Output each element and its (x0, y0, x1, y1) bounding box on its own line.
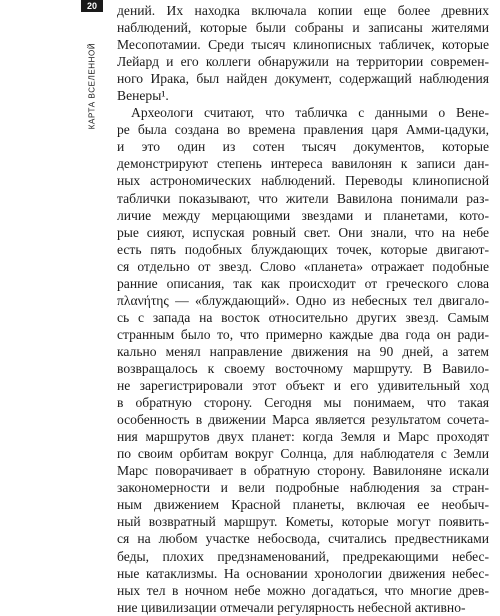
text-line: рые сияют, испуская ровный свет. Они знали, что на небе (117, 224, 489, 240)
text-line: дений. Их находка включала копии еще более древних (117, 3, 489, 18)
text-line: демонстрируют степень интереса вавилонян к записи дан- (117, 156, 489, 172)
text-line: и это один из сотен тысяч документов, которые (117, 139, 489, 155)
text-line: ния маршрутов двух планет: когда Земля и Марс проходят (117, 429, 489, 445)
text-line: ре была создана во времена правления царя Амми-цадуки, (117, 122, 489, 138)
paragraph (117, 104, 489, 615)
text-line: кально менял направление движения на 90 дней, а затем (117, 343, 489, 359)
text-line: закономерности и вели подробные наблюдения за стран- (117, 480, 489, 496)
text-line: ся отдельно от звезд. Слово «планета» отражает подобные (117, 258, 489, 274)
text-line: ных астрономических наблюдений. Переводы клинописной (117, 173, 489, 189)
text-line: по своим орбитам вокруг Солнца, для наблюдателя с Земли (117, 446, 489, 462)
text-line: особенность в движении Марса является результатом сочета- (117, 412, 489, 428)
text-line: наблюдений, которые были собраны и записаны жителями (117, 20, 489, 36)
text-line: сь с запада на восток относительно других звезд. Самым (117, 309, 489, 325)
text-line: ного Ирака, был найден документ, содержащий наблюдения (117, 71, 489, 87)
text-line: Венеры¹. (117, 88, 169, 104)
text-line: ный возвратный маршрут. Кометы, которые могут появить- (117, 514, 489, 530)
page-number: 20 (81, 0, 103, 12)
text-line: странным было то, что примерно каждые два года он ради- (117, 326, 489, 342)
text-line: есть пять подобных блуждающих точек, которые двигают- (117, 241, 489, 257)
text-line: ным движением Красной планеты, включая ее необыч- (117, 497, 489, 513)
running-title: КАРТА ВСЕЛЕННОЙ (87, 42, 97, 130)
text-line: возвращалось к своему восточному маршруту. В Вавило- (117, 360, 489, 376)
text-line: πλανήτης — «блуждающий». Одно из небесных тел двигало- (117, 292, 489, 308)
text-line: в обратную сторону. Сегодня мы понимаем, что такая (117, 395, 489, 411)
text-line: беды, плохих предзнаменований, предрекающими небес- (117, 548, 489, 564)
text-line: таблички показывают, что жители Вавилона понимали раз- (117, 190, 489, 206)
text-line: ных тел в ночном небе можно догадаться, что многие древ- (117, 582, 489, 598)
text-line: ся на любом участке небосвода, считались предвестниками (117, 531, 489, 547)
body-text (117, 2, 489, 615)
text-line: Марс поворачивает в обратную сторону. Вавилоняне искали (117, 463, 489, 479)
page-margin (0, 0, 104, 500)
text-line: ранние описания, так как происходит от греческого слова (117, 275, 489, 291)
text-line: Археологи считают, что табличка с данными о Вене- (131, 105, 489, 121)
text-line: Лейард и его коллеги обнаружили на территории современ- (117, 54, 489, 70)
text-line: личие между мерцающими звездами и планетами, кото- (117, 207, 489, 223)
paragraph (117, 2, 489, 104)
text-line: ние цивилизации отмечали регулярность небесной активно- (117, 599, 466, 615)
text-line: ные катаклизмы. На основании хронологии движения небес- (117, 565, 489, 581)
text-line: не зарегистрировали этот объект и его удивительный ход (117, 378, 489, 394)
text-line: Месопотамии. Среди тысяч клинописных табличек, которые (117, 37, 489, 53)
